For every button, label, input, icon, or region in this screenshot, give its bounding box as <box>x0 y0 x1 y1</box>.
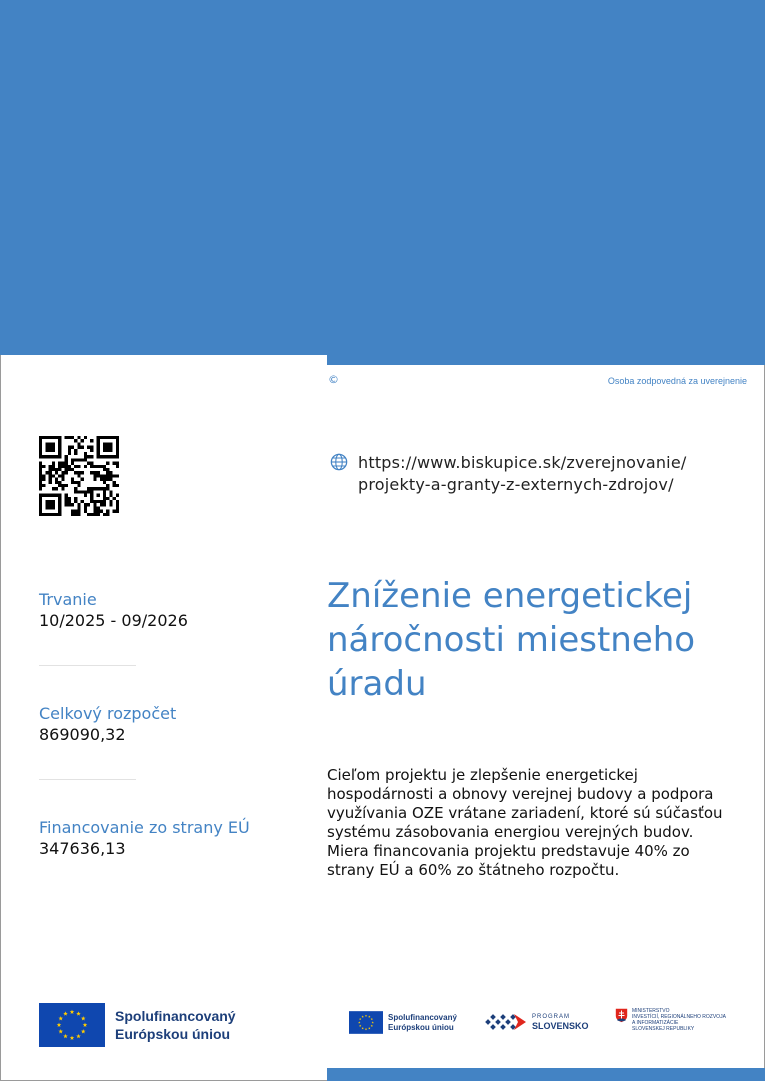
eu-logo-line-1: Spolufinancovaný <box>115 1008 236 1024</box>
detail-value: 347636,13 <box>39 839 126 858</box>
detail-total-budget <box>39 704 279 746</box>
ministry-line-4: SLOVENSKEJ REPUBLIKY <box>632 1026 695 1032</box>
divider <box>39 665 136 666</box>
responsible-person-label: Osoba zodpovedná za uverejnenie <box>607 376 747 386</box>
ministry-line-3: A INFORMATIZÁCIE <box>632 1020 679 1026</box>
footer-color-band <box>327 1068 765 1081</box>
detail-value: 869090,32 <box>39 725 126 744</box>
detail-duration <box>39 590 279 632</box>
project-title: Zníženie energetickej náročnosti miestneho úradu <box>327 576 696 704</box>
header-color-band <box>0 0 765 355</box>
website-link[interactable] <box>330 452 686 496</box>
project-description: Cieľom projektu je zlepšenie energetickej hospodárnosti a obnovy verejnej budovy a podpora využívania OZE vrátane zariadení, ktoré sú súčasťou systému zásobovania energiou verejných budov. Miera financovania projektu predstavuje 40% zo strany EÚ a 60% zo štátneho rozpočtu. <box>327 766 723 879</box>
website-url-line-2[interactable]: projekty-a-granty-z-externych-zdrojov/ <box>358 475 674 494</box>
eu-flag-icon <box>349 1011 383 1034</box>
eu-logo-line-2: Európskou úniou <box>115 1026 231 1042</box>
detail-label: Trvanie <box>39 590 97 609</box>
eu-flag-icon <box>39 1003 105 1047</box>
ministry-line-2: INVESTÍCIÍ, REGIONÁLNEHO ROZVOJA <box>632 1014 726 1020</box>
partner-logos <box>349 1008 749 1040</box>
divider <box>39 779 136 780</box>
qr-code[interactable] <box>39 436 119 516</box>
ministry-line-1: MINISTERSTVO <box>632 1008 670 1014</box>
eu-small-line-2: Európskou úniou <box>388 1022 454 1032</box>
program-slovensko-mark-icon <box>484 1010 528 1034</box>
detail-eu-funding <box>39 818 279 860</box>
slovak-crest-icon <box>615 1008 628 1023</box>
program-label: PROGRAM <box>532 1014 571 1020</box>
copyright-icon: © <box>328 373 339 386</box>
detail-label: Financovanie zo strany EÚ <box>39 818 250 837</box>
website-url-line-1[interactable]: https://www.biskupice.sk/zverejnovanie/ <box>358 453 687 472</box>
eu-cofunding-logo <box>39 1003 236 1047</box>
eu-cofunding-logo-small <box>349 1011 457 1034</box>
globe-icon <box>330 453 348 471</box>
ministry-logo <box>615 1008 726 1032</box>
detail-value: 10/2025 - 09/2026 <box>39 611 188 630</box>
program-name: SLOVENSKO <box>532 1021 589 1031</box>
header-color-band-step <box>327 355 765 365</box>
eu-small-line-1: Spolufinancovaný <box>388 1012 457 1022</box>
detail-label: Celkový rozpočet <box>39 704 177 723</box>
program-slovensko-logo <box>484 1010 589 1034</box>
